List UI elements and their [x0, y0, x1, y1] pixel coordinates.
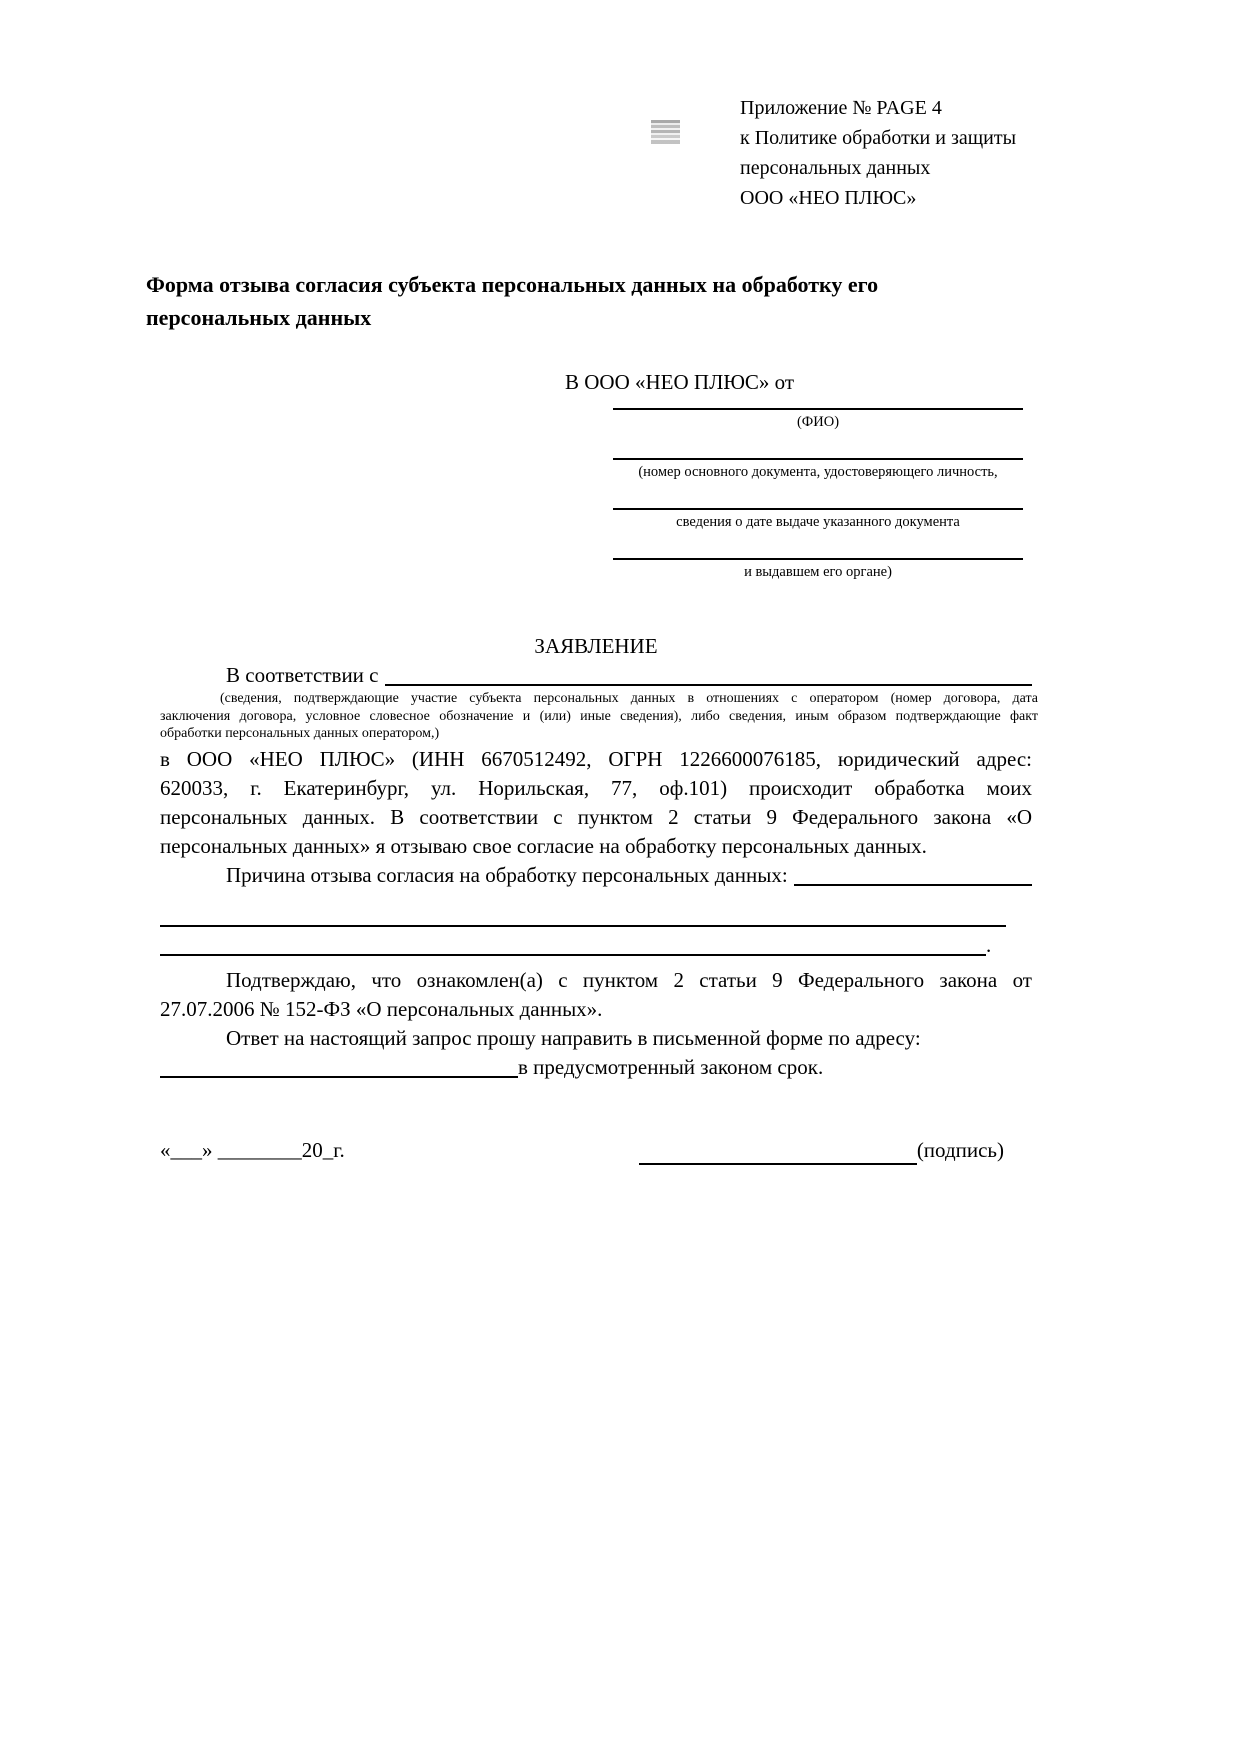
- intro-row: [160, 661, 1032, 690]
- field-caption: сведения о дате выдаче указанного документа: [676, 514, 960, 530]
- document-header: [740, 93, 1016, 213]
- body-line: в ООО «НЕО ПЛЮС» (ИНН 6670512492, ОГРН 1226600076185, юридический адрес:: [160, 747, 1032, 771]
- body-line: 620033, г. Екатеринбург, ул. Норильская, 77, оф.101) происходит обработка моих: [160, 776, 1032, 800]
- field-caption: (ФИО): [796, 414, 840, 430]
- addressee-fields: [613, 408, 1023, 608]
- blank-terminator: .: [986, 933, 992, 957]
- field-caption: (номер основного документа, удостоверяющего личность,: [638, 464, 998, 480]
- reply-paragraph: [160, 1024, 1032, 1082]
- addressee-line: В ООО «НЕО ПЛЮС» от: [565, 370, 795, 394]
- reply-request-line: Ответ на настоящий запрос прошу направить в письменной форме по адресу:: [226, 1026, 921, 1050]
- reply-suffix: в предусмотренный законом срок.: [518, 1055, 824, 1079]
- footnote-line: (сведения, подтверждающие участие субъекта персональных данных в отношениях с оператором (номер договора, дата: [220, 691, 1038, 706]
- footnote-line: обработки персональных данных оператором,): [160, 726, 440, 741]
- form-field-document-number: [613, 458, 1023, 481]
- document-title: [146, 268, 1046, 334]
- reply-address-row: [160, 1053, 1032, 1082]
- title-line: персональных данных: [146, 305, 372, 330]
- header-line: к Политике обработки и защиты: [740, 127, 1017, 149]
- form-field-issuing-authority: [613, 558, 1023, 581]
- footnote-line: заключения договора, условное словесное обозначение и (или) иные сведения), либо сведения, иным образом подтверждающие факт: [160, 708, 1038, 724]
- reason-prefix: Причина отзыва согласия на обработку персональных данных:: [226, 863, 788, 887]
- footer-row: [160, 1136, 1032, 1165]
- fill-in-line-reason[interactable]: [794, 884, 1032, 886]
- header-line: ООО «НЕО ПЛЮС»: [740, 187, 917, 209]
- fill-in-line[interactable]: [160, 926, 986, 956]
- reason-row: [160, 861, 1032, 890]
- field-caption: и выдавшем его органе): [744, 564, 892, 580]
- body-line: персональных данных. В соответствии с пунктом 2 статьи 9 Федерального закона «О: [160, 805, 1032, 829]
- title-line: Форма отзыва согласия субъекта персональных данных на обработку его: [146, 272, 879, 297]
- intro-prefix: В соответствии с: [226, 663, 379, 687]
- footnote: [160, 690, 1038, 743]
- fill-in-line-reason-continued-2: [160, 926, 991, 956]
- fill-in-line-address[interactable]: [160, 1076, 518, 1078]
- body-line: персональных данных» я отзываю свое согласие на обработку персональных данных.: [160, 834, 927, 858]
- statement-body: [160, 745, 1032, 890]
- signature-group: [639, 1136, 1032, 1165]
- form-field-fio: [613, 408, 1023, 431]
- blurred-text-icon: [651, 120, 680, 144]
- form-field-issue-date: [613, 508, 1023, 531]
- confirmation-paragraph: [160, 966, 1032, 1024]
- header-line: персональных данных: [740, 157, 931, 179]
- signature-fill-in-line[interactable]: [639, 1139, 917, 1165]
- fill-in-line-basis[interactable]: [385, 684, 1033, 686]
- confirm-line: Подтверждаю, что ознакомлен(а) с пунктом 2 статьи 9 Федерального закона от: [226, 968, 1032, 992]
- signature-caption: (подпись): [916, 1138, 1004, 1162]
- header-line: Приложение № PAGE 4: [740, 97, 942, 119]
- confirm-line: 27.07.2006 № 152-ФЗ «О персональных данных».: [160, 997, 603, 1021]
- statement-heading: ЗАЯВЛЕНИЕ: [534, 634, 658, 658]
- date-fill-in-line[interactable]: «___» ________20_г.: [160, 1138, 345, 1162]
